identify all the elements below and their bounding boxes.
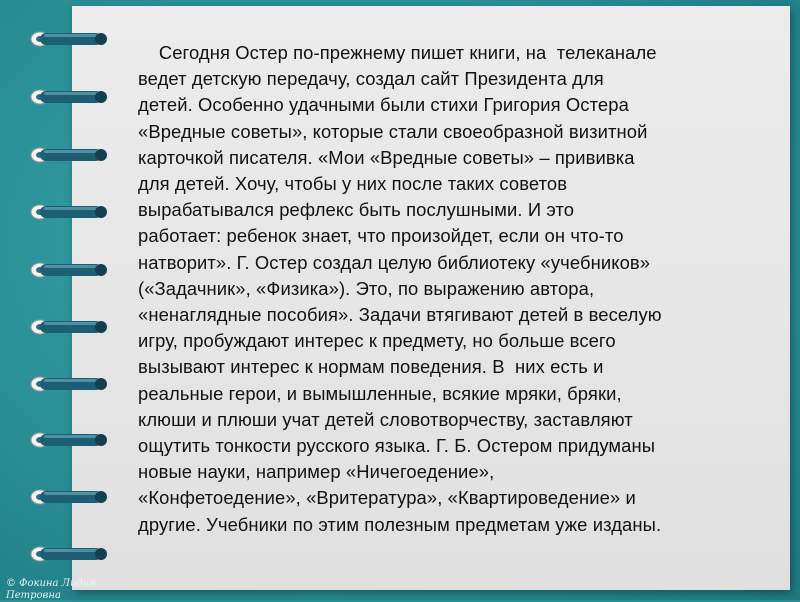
text-line: клюши и плюши учат детей словотворчеству, заставляют — [138, 408, 633, 430]
text-line: карточкой писателя. «Мои «Вредные советы» – прививка — [138, 146, 635, 168]
spiral-ring-icon — [28, 261, 110, 279]
text-line: ведет детскую передачу, создал сайт Президента для — [138, 68, 604, 90]
watermark-line: © Фокина Лидия — [6, 578, 96, 589]
text-line: работает: ребенок знает, что произойдет, если он что-то — [138, 225, 624, 247]
spiral-ring-icon — [28, 30, 110, 48]
spiral-ring-icon — [28, 545, 110, 563]
text-line: реальные герои, и вымышленные, всякие мряки, бряки, — [138, 382, 622, 404]
text-line: вырабатывался рефлекс быть послушными. И это — [138, 199, 575, 221]
text-line: натворит». Г. Остер создал целую библиотеку «учебников» — [138, 251, 651, 273]
text-line: игру, пробуждают интерес к предмету, но больше всего — [138, 330, 616, 352]
text-line: для детей. Хочу, чтобы у них после таких советов — [138, 173, 568, 195]
spiral-ring-icon — [28, 203, 110, 221]
spiral-ring-icon — [28, 88, 110, 106]
author-watermark — [6, 578, 96, 602]
spiral-ring-icon — [28, 488, 110, 506]
text-line: («Задачник», «Физика»). Это, по выражению автора, — [138, 277, 595, 299]
spiral-ring-icon — [28, 318, 110, 336]
spiral-ring-icon — [28, 431, 110, 449]
text-line: вызывают интерес к нормам поведения. В них есть и — [138, 356, 604, 378]
text-line: новые науки, например «Ничегоедение», — [138, 461, 495, 483]
spiral-ring-icon — [28, 375, 110, 393]
text-line: ощутить тонкости русского языка. Г. Б. Остером придуманы — [138, 435, 656, 457]
text-line: «Вредные советы», которые стали своеобразной визитной — [138, 120, 648, 142]
text-line: другие. Учебники по этим полезным предметам уже изданы. — [138, 513, 662, 535]
text-line: Сегодня Остер по-прежнему пишет книги, на телеканале — [138, 42, 657, 63]
watermark-line: Петровна — [6, 590, 61, 601]
spiral-ring-icon — [28, 146, 110, 164]
text-line: детей. Особенно удачными были стихи Григория Остера — [138, 94, 629, 116]
slide-text — [138, 40, 768, 538]
text-line: «ненаглядные пособия». Задачи втягивают детей в веселую — [138, 304, 662, 326]
text-line: «Конфетоедение», «Вритература», «Квартироведение» и — [138, 487, 636, 509]
